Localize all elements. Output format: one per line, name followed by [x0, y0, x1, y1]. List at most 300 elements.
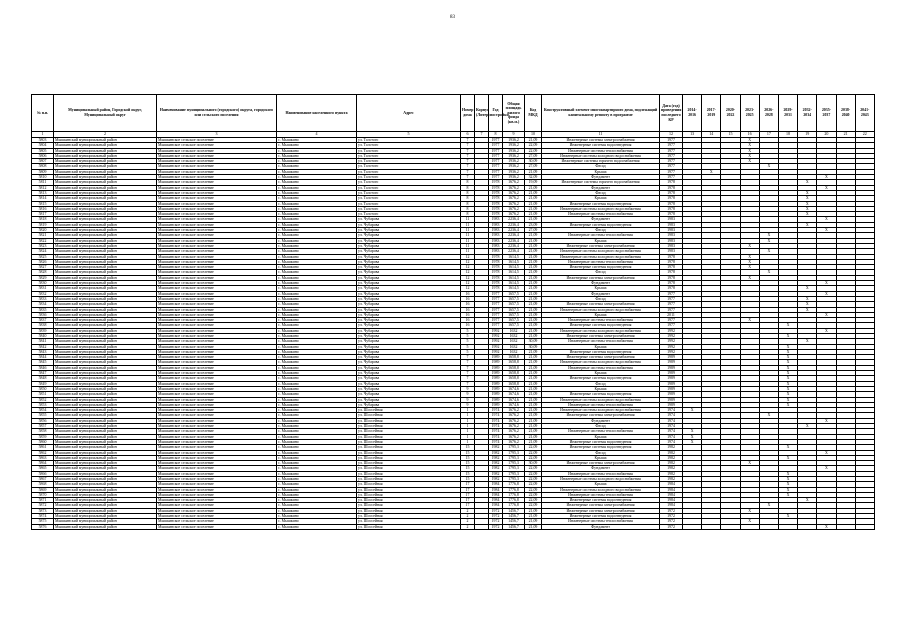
- code-cell: 21,09: [525, 307, 542, 312]
- house-cell: 1: [461, 429, 475, 434]
- year-cell: 1984: [489, 503, 503, 508]
- locality-cell: с. Мышкино: [277, 413, 357, 418]
- element-cell: Фундамент: [542, 466, 660, 471]
- code-cell: 21,09: [525, 270, 542, 275]
- settlement-cell: Мышкинское сельское поселение: [157, 206, 277, 211]
- address-cell: ул. Чубарова: [357, 307, 461, 312]
- element-cell: Крыша: [542, 455, 660, 460]
- settlement-cell: Мышкинское сельское поселение: [157, 418, 277, 423]
- settlement-cell: Мышкинское сельское поселение: [157, 275, 277, 280]
- locality-cell: с. Мышкино: [277, 418, 357, 423]
- period-mark: X: [798, 206, 817, 211]
- address-cell: ул. Чубарова: [357, 339, 461, 344]
- element-cell: Крыша: [542, 312, 660, 317]
- district-cell: Мышкинский муниципальный район: [54, 275, 157, 280]
- year-cell: 1982: [489, 466, 503, 471]
- code-cell: 21,09: [525, 254, 542, 259]
- row-number: 5806: [32, 153, 54, 158]
- district-cell: Мышкинский муниципальный район: [54, 153, 157, 158]
- last-repair-cell: 1978: [660, 212, 683, 217]
- row-number: 5857: [32, 424, 54, 429]
- code-cell: 21,09: [525, 291, 542, 296]
- code-cell: 21,09: [525, 519, 542, 524]
- table-header-row: [32, 95, 875, 132]
- district-cell: Мышкинский муниципальный район: [54, 164, 157, 169]
- locality-cell: с. Мышкино: [277, 461, 357, 466]
- last-repair-cell: 1989: [660, 402, 683, 407]
- address-cell: ул. Толстого: [357, 196, 461, 201]
- house-cell: 1: [461, 434, 475, 439]
- district-cell: Мышкинский муниципальный район: [54, 185, 157, 190]
- area-cell: 1936,2: [503, 164, 525, 169]
- period-mark: X: [798, 286, 817, 291]
- column-header: 2020-2022: [721, 95, 740, 132]
- code-cell: 21,09: [525, 212, 542, 217]
- column-header: 2038-2040: [836, 95, 855, 132]
- period-mark: X: [817, 450, 836, 455]
- column-header: 2029-2031: [778, 95, 797, 132]
- address-cell: ул. Толстого: [357, 185, 461, 190]
- year-cell: 1977: [489, 296, 503, 301]
- locality-cell: с. Мышкино: [277, 333, 357, 338]
- district-cell: Мышкинский муниципальный район: [54, 477, 157, 482]
- settlement-cell: Мышкинское сельское поселение: [157, 402, 277, 407]
- last-repair-cell: 1977: [660, 318, 683, 323]
- settlement-cell: Мышкинское сельское поселение: [157, 371, 277, 376]
- year-cell: 1982: [489, 445, 503, 450]
- element-cell: Инженерные системы холодного водоснабжения: [542, 206, 660, 211]
- column-header: № п.п.: [32, 95, 54, 132]
- house-cell: 9: [461, 392, 475, 397]
- element-cell: Фасад: [542, 190, 660, 195]
- period-mark: X: [740, 275, 759, 280]
- last-repair-cell: 1982: [660, 477, 683, 482]
- table-body: [32, 138, 875, 530]
- area-cell: 1658,8: [503, 360, 525, 365]
- house-cell: 15: [461, 445, 475, 450]
- district-cell: Мышкинский муниципальный район: [54, 514, 157, 519]
- address-cell: ул. Шоссейная: [357, 492, 461, 497]
- last-repair-cell: 1974: [660, 408, 683, 413]
- element-cell: Крыша: [542, 434, 660, 439]
- row-number: 5836: [32, 312, 54, 317]
- element-cell: Крыша: [542, 169, 660, 174]
- district-cell: Мышкинский муниципальный район: [54, 328, 157, 333]
- district-cell: Мышкинский муниципальный район: [54, 498, 157, 503]
- period-mark: X: [798, 212, 817, 217]
- district-cell: Мышкинский муниципальный район: [54, 508, 157, 513]
- period-mark: X: [740, 259, 759, 264]
- district-cell: Мышкинский муниципальный район: [54, 148, 157, 153]
- area-cell: 1676,2: [503, 196, 525, 201]
- row-number: 5866: [32, 471, 54, 476]
- house-cell: 16: [461, 307, 475, 312]
- element-cell: Инженерные системы электроснабжения: [542, 333, 660, 338]
- district-cell: Мышкинский муниципальный район: [54, 397, 157, 402]
- code-cell: 21,09: [525, 524, 542, 529]
- period-cell: [836, 524, 855, 529]
- row-number: 5853: [32, 402, 54, 407]
- element-cell: Инженерные системы теплоснабжения: [542, 318, 660, 323]
- code-cell: 21,09: [525, 508, 542, 513]
- area-cell: 1795,3: [503, 466, 525, 471]
- area-cell: 1658,8: [503, 365, 525, 370]
- last-repair-cell: 1977: [660, 302, 683, 307]
- element-cell: Фундамент: [542, 524, 660, 529]
- district-cell: Мышкинский муниципальный район: [54, 471, 157, 476]
- address-cell: ул. Чубарова: [357, 259, 461, 264]
- year-cell: 1978: [489, 185, 503, 190]
- last-repair-cell: 1977: [660, 296, 683, 301]
- area-cell: 1614,5: [503, 275, 525, 280]
- row-number: 5872: [32, 503, 54, 508]
- year-cell: 1974: [489, 413, 503, 418]
- settlement-cell: Мышкинское сельское поселение: [157, 254, 277, 259]
- column-number: 13: [683, 132, 702, 138]
- column-number: 1: [32, 132, 54, 138]
- house-cell: 7: [461, 148, 475, 153]
- last-repair-cell: 1977: [660, 159, 683, 164]
- settlement-cell: Мышкинское сельское поселение: [157, 217, 277, 222]
- last-repair-cell: 1982: [660, 461, 683, 466]
- row-number: 5851: [32, 392, 54, 397]
- element-cell: Фундамент: [542, 185, 660, 190]
- page-number: 83: [450, 15, 455, 20]
- last-repair-cell: 1974: [660, 434, 683, 439]
- address-cell: ул. Чубарова: [357, 265, 461, 270]
- address-cell: ул. Чубарова: [357, 228, 461, 233]
- area-cell: 1614,5: [503, 270, 525, 275]
- area-cell: 1676,2: [503, 413, 525, 418]
- address-cell: ул. Чубарова: [357, 365, 461, 370]
- locality-cell: с. Мышкино: [277, 498, 357, 503]
- address-cell: ул. Чубарова: [357, 386, 461, 391]
- period-mark: X: [778, 386, 797, 391]
- last-repair-cell: 1983: [660, 243, 683, 248]
- code-cell: 22,09: [525, 466, 542, 471]
- address-cell: ул. Чубарова: [357, 328, 461, 333]
- house-cell: 17: [461, 487, 475, 492]
- row-number: 5859: [32, 434, 54, 439]
- area-cell: 1657,5: [503, 291, 525, 296]
- locality-cell: с. Мышкино: [277, 445, 357, 450]
- element-cell: Инженерные системы электроснабжения: [542, 461, 660, 466]
- element-cell: Инженерные системы электроснабжения: [542, 275, 660, 280]
- district-cell: Мышкинский муниципальный район: [54, 429, 157, 434]
- district-cell: Мышкинский муниципальный район: [54, 190, 157, 195]
- district-cell: Мышкинский муниципальный район: [54, 259, 157, 264]
- period-mark: X: [778, 365, 797, 370]
- settlement-cell: Мышкинское сельское поселение: [157, 355, 277, 360]
- house-cell: 5: [461, 328, 475, 333]
- last-repair-cell: 1989: [660, 371, 683, 376]
- row-number: 5858: [32, 429, 54, 434]
- settlement-cell: Мышкинское сельское поселение: [157, 169, 277, 174]
- code-cell: 21,09: [525, 302, 542, 307]
- locality-cell: с. Мышкино: [277, 503, 357, 508]
- element-cell: Фундамент: [542, 418, 660, 423]
- settlement-cell: Мышкинское сельское поселение: [157, 471, 277, 476]
- period-mark: X: [759, 164, 778, 169]
- address-cell: ул. Чубарова: [357, 397, 461, 402]
- locality-cell: с. Мышкино: [277, 217, 357, 222]
- year-cell: 1978: [489, 286, 503, 291]
- code-cell: 22,09: [525, 492, 542, 497]
- last-repair-cell: 1992: [660, 344, 683, 349]
- address-cell: ул. Толстого: [357, 153, 461, 158]
- year-cell: 1982: [489, 471, 503, 476]
- district-cell: Мышкинский муниципальный район: [54, 201, 157, 206]
- period-mark: X: [778, 402, 797, 407]
- code-cell: 21,09: [525, 514, 542, 519]
- settlement-cell: Мышкинское сельское поселение: [157, 487, 277, 492]
- last-repair-cell: 1992: [660, 339, 683, 344]
- year-cell: 1983: [489, 222, 503, 227]
- year-cell: 1989: [489, 360, 503, 365]
- house-cell: 11: [461, 217, 475, 222]
- year-cell: 1972: [489, 519, 503, 524]
- row-number: 5838: [32, 323, 54, 328]
- address-cell: ул. Чубарова: [357, 371, 461, 376]
- column-header: 2023-2025: [740, 95, 759, 132]
- period-mark: X: [702, 169, 721, 174]
- element-cell: Инженерные системы холодного водоснабжения: [542, 249, 660, 254]
- period-mark: X: [778, 392, 797, 397]
- settlement-cell: Мышкинское сельское поселение: [157, 296, 277, 301]
- year-cell: 1977: [489, 138, 503, 143]
- last-repair-cell: 1977: [660, 153, 683, 158]
- area-cell: 1776,8: [503, 487, 525, 492]
- settlement-cell: Мышкинское сельское поселение: [157, 413, 277, 418]
- settlement-cell: Мышкинское сельское поселение: [157, 381, 277, 386]
- area-cell: 2236,4: [503, 233, 525, 238]
- house-cell: 16: [461, 302, 475, 307]
- element-cell: Фасад: [542, 164, 660, 169]
- address-cell: ул. Чубарова: [357, 349, 461, 354]
- district-cell: Мышкинский муниципальный район: [54, 249, 157, 254]
- locality-cell: с. Мышкино: [277, 355, 357, 360]
- year-cell: 1974: [489, 424, 503, 429]
- district-cell: Мышкинский муниципальный район: [54, 291, 157, 296]
- district-cell: Мышкинский муниципальный район: [54, 349, 157, 354]
- locality-cell: с. Мышкино: [277, 302, 357, 307]
- house-cell: 8: [461, 196, 475, 201]
- code-cell: 19,09: [525, 180, 542, 185]
- district-cell: Мышкинский муниципальный район: [54, 233, 157, 238]
- row-number: 5844: [32, 355, 54, 360]
- district-cell: Мышкинский муниципальный район: [54, 206, 157, 211]
- year-cell: 1977: [489, 143, 503, 148]
- last-repair-cell: 1978: [660, 281, 683, 286]
- element-cell: Инженерные системы водоотведения: [542, 265, 660, 270]
- element-cell: Крыша: [542, 371, 660, 376]
- element-cell: Крыша: [542, 344, 660, 349]
- locality-cell: с. Мышкино: [277, 249, 357, 254]
- last-repair-cell: 1983: [660, 228, 683, 233]
- row-number: 5835: [32, 307, 54, 312]
- settlement-cell: Мышкинское сельское поселение: [157, 392, 277, 397]
- settlement-cell: Мышкинское сельское поселение: [157, 429, 277, 434]
- house-cell: 1: [461, 413, 475, 418]
- row-number: 5854: [32, 408, 54, 413]
- period-cell: [721, 524, 740, 529]
- row-number: 5841: [32, 339, 54, 344]
- area-cell: 2236,4: [503, 222, 525, 227]
- house-cell: 7: [461, 159, 475, 164]
- settlement-cell: Мышкинское сельское поселение: [157, 386, 277, 391]
- area-cell: 1936,2: [503, 169, 525, 174]
- column-number: 22: [855, 132, 874, 138]
- code-cell: 27,09: [525, 228, 542, 233]
- row-number: 5827: [32, 265, 54, 270]
- code-cell: 21,09: [525, 185, 542, 190]
- element-cell: Инженерные системы теплоснабжения: [542, 365, 660, 370]
- area-cell: 1614,5: [503, 286, 525, 291]
- locality-cell: с. Мышкино: [277, 291, 357, 296]
- code-cell: 21,09: [525, 429, 542, 434]
- row-number: 5830: [32, 281, 54, 286]
- year-cell: 1972: [489, 514, 503, 519]
- year-cell: 1992: [489, 328, 503, 333]
- address-cell: ул. Шоссейная: [357, 471, 461, 476]
- row-number: 5848: [32, 376, 54, 381]
- address-cell: ул. Чубарова: [357, 281, 461, 286]
- year-cell: 1989: [489, 371, 503, 376]
- code-cell: 21,09: [525, 413, 542, 418]
- row-number: 5839: [32, 328, 54, 333]
- element-cell: Инженерные системы электроснабжения: [542, 302, 660, 307]
- code-cell: 21,09: [525, 217, 542, 222]
- house-cell: 12: [461, 286, 475, 291]
- code-cell: 30,09: [525, 344, 542, 349]
- row-number: 5870: [32, 492, 54, 497]
- period-mark: X: [759, 249, 778, 254]
- house-cell: 7: [461, 164, 475, 169]
- district-cell: Мышкинский муниципальный район: [54, 180, 157, 185]
- district-cell: Мышкинский муниципальный район: [54, 318, 157, 323]
- district-cell: Мышкинский муниципальный район: [54, 323, 157, 328]
- last-repair-cell: 1983: [660, 233, 683, 238]
- year-cell: 1984: [489, 498, 503, 503]
- locality-cell: с. Мышкино: [277, 159, 357, 164]
- house-cell: 16: [461, 323, 475, 328]
- code-cell: 21,09: [525, 318, 542, 323]
- address-cell: ул. Толстого: [357, 175, 461, 180]
- last-repair-cell: 1972: [660, 519, 683, 524]
- year-cell: 1977: [489, 159, 503, 164]
- locality-cell: с. Мышкино: [277, 307, 357, 312]
- period-mark: X: [817, 524, 836, 529]
- district-cell: Мышкинский муниципальный район: [54, 519, 157, 524]
- address-cell: ул. Чубарова: [357, 355, 461, 360]
- district-cell: Мышкинский муниципальный район: [54, 492, 157, 497]
- settlement-cell: Мышкинское сельское поселение: [157, 286, 277, 291]
- locality-cell: с. Мышкино: [277, 312, 357, 317]
- code-cell: 21,09: [525, 397, 542, 402]
- last-repair-cell: 1974: [660, 413, 683, 418]
- period-cell: [855, 524, 874, 529]
- locality-cell: с. Мышкино: [277, 424, 357, 429]
- period-mark: X: [778, 492, 797, 497]
- year-cell: 1978: [489, 190, 503, 195]
- code-cell: 21,09: [525, 312, 542, 317]
- column-header: Муниципальный район, Городской округ, Муниципальный округ: [54, 95, 157, 132]
- house-cell: 9: [461, 386, 475, 391]
- code-cell: 22,09: [525, 503, 542, 508]
- address-cell: ул. Толстого: [357, 138, 461, 143]
- area-cell: 1658,8: [503, 376, 525, 381]
- last-repair-cell: 1983: [660, 222, 683, 227]
- district-cell: Мышкинский муниципальный район: [54, 339, 157, 344]
- locality-cell: с. Мышкино: [277, 228, 357, 233]
- area-cell: 1936,2: [503, 148, 525, 153]
- last-repair-cell: 1977: [660, 138, 683, 143]
- period-cell: [740, 524, 759, 529]
- settlement-cell: Мышкинское сельское поселение: [157, 482, 277, 487]
- year-cell: 1977: [489, 175, 503, 180]
- last-repair-cell: 1974: [660, 424, 683, 429]
- period-mark: X: [759, 270, 778, 275]
- year-cell: 1978: [489, 265, 503, 270]
- period-mark: X: [778, 381, 797, 386]
- row-number: 5823: [32, 243, 54, 248]
- house-cell: 15: [461, 450, 475, 455]
- settlement-cell: Мышкинское сельское поселение: [157, 318, 277, 323]
- settlement-cell: Мышкинское сельское поселение: [157, 360, 277, 365]
- code-cell: 27,09: [525, 153, 542, 158]
- period-mark: X: [740, 519, 759, 524]
- area-cell: 1676,2: [503, 408, 525, 413]
- district-cell: Мышкинский муниципальный район: [54, 418, 157, 423]
- last-repair-cell: 1984: [660, 498, 683, 503]
- house-cell: 7: [461, 365, 475, 370]
- row-number: 5840: [32, 333, 54, 338]
- settlement-cell: Мышкинское сельское поселение: [157, 249, 277, 254]
- house-cell: 7: [461, 355, 475, 360]
- row-number: 5869: [32, 487, 54, 492]
- last-repair-cell: 1977: [660, 307, 683, 312]
- year-cell: 1983: [489, 217, 503, 222]
- area-cell: 1676,2: [503, 434, 525, 439]
- element-cell: Инженерные системы теплоснабжения: [542, 339, 660, 344]
- house-cell: 1: [461, 418, 475, 423]
- element-cell: Инженерные системы холодного водоснабжения: [542, 254, 660, 259]
- column-number: 5: [357, 132, 461, 138]
- year-cell: 1989: [489, 355, 503, 360]
- locality-cell: с. Мышкино: [277, 429, 357, 434]
- element-cell: Инженерные системы электроснабжения: [542, 503, 660, 508]
- district-cell: Мышкинский муниципальный район: [54, 439, 157, 444]
- locality-cell: с. Мышкино: [277, 143, 357, 148]
- row-number: 5875: [32, 519, 54, 524]
- house-cell: 5: [461, 333, 475, 338]
- locality-cell: с. Мышкино: [277, 265, 357, 270]
- house-cell: 7: [461, 175, 475, 180]
- column-header: 2014-2016: [683, 95, 702, 132]
- area-cell: 1674,6: [503, 392, 525, 397]
- row-number: 5865: [32, 466, 54, 471]
- house-cell: 8: [461, 206, 475, 211]
- period-mark: X: [740, 148, 759, 153]
- last-repair-cell: 1984: [660, 503, 683, 508]
- code-cell: 21,09: [525, 392, 542, 397]
- settlement-cell: Мышкинское сельское поселение: [157, 175, 277, 180]
- locality-cell: с. Мышкино: [277, 439, 357, 444]
- district-cell: Мышкинский муниципальный район: [54, 243, 157, 248]
- code-cell: 21,09: [525, 138, 542, 143]
- column-number: 18: [778, 132, 797, 138]
- last-repair-cell: 1977: [660, 169, 683, 174]
